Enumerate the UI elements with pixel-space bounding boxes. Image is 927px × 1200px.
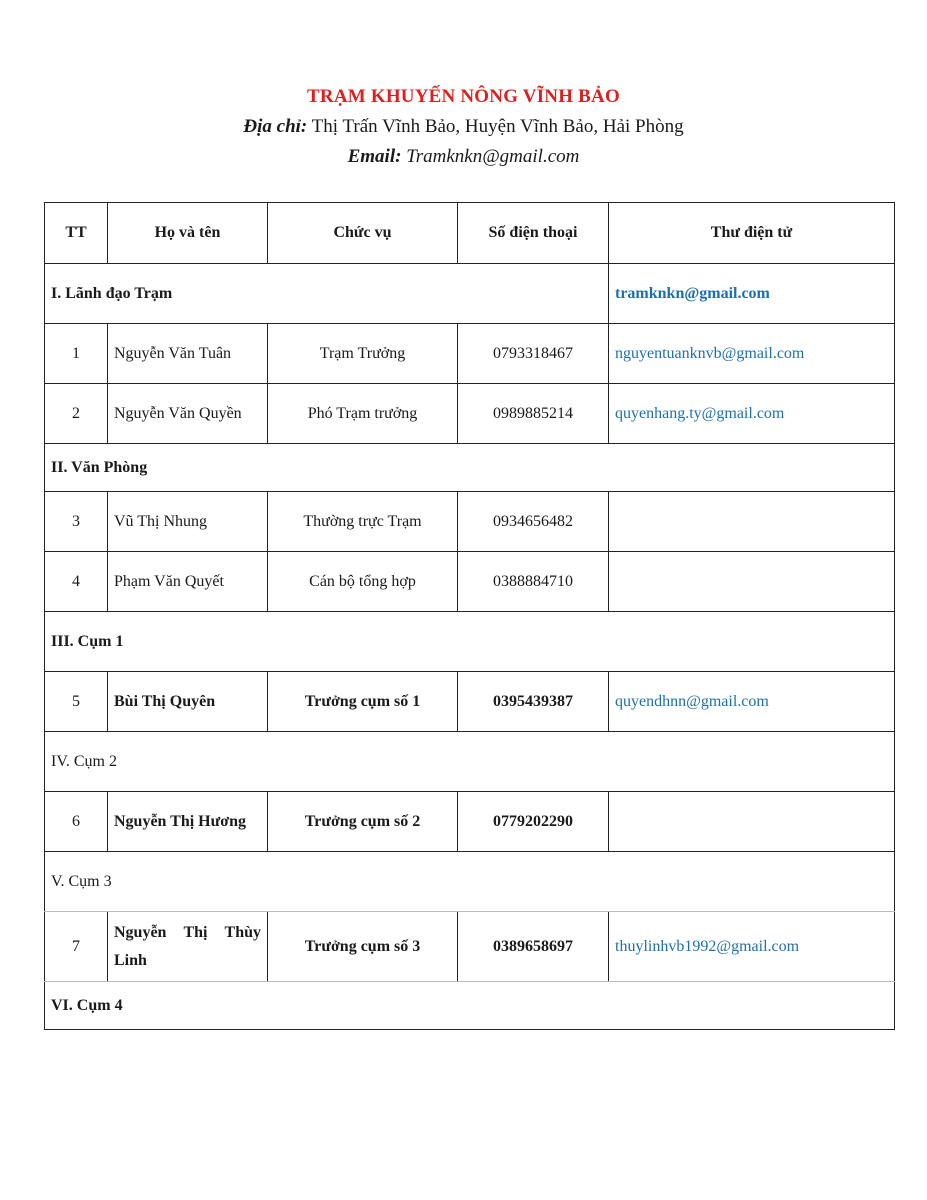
email-line [0, 142, 927, 172]
cell-tt: 6 [45, 792, 108, 852]
email-label: Email: [347, 146, 402, 167]
cell-email-link[interactable]: quyenhang.ty@gmail.com [609, 384, 895, 444]
cell-role: Thường trực Trạm [268, 492, 458, 552]
cell-phone: 0388884710 [458, 552, 609, 612]
cell-name: Vũ Thị Nhung [108, 492, 268, 552]
cell-tt: 2 [45, 384, 108, 444]
col-header-role: Chức vụ [268, 203, 458, 264]
cell-role: Trưởng cụm số 2 [268, 792, 458, 852]
cell-phone: 0779202290 [458, 792, 609, 852]
table-row [45, 552, 895, 612]
table-row [45, 912, 895, 982]
address-value: Thị Trấn Vĩnh Bảo, Huyện Vĩnh Bảo, Hải Phòng [311, 116, 684, 137]
address-label: Địa chỉ: [243, 116, 308, 137]
cell-phone: 0389658697 [458, 912, 609, 982]
cell-email [609, 792, 895, 852]
staff-table [44, 202, 895, 1030]
section-row [45, 982, 895, 1030]
cell-name: Phạm Văn Quyết [108, 552, 268, 612]
section-row [45, 444, 895, 492]
cell-email [609, 552, 895, 612]
table-row [45, 672, 895, 732]
cell-phone: 0793318467 [458, 324, 609, 384]
section-row [45, 264, 895, 324]
table-row [45, 324, 895, 384]
cell-name: Bùi Thị Quyên [108, 672, 268, 732]
cell-tt: 1 [45, 324, 108, 384]
cell-name: Nguyễn Thị Thùy Linh [108, 912, 268, 982]
table-header-row [45, 203, 895, 264]
cell-role: Phó Trạm trưởng [268, 384, 458, 444]
cell-role: Trưởng cụm số 1 [268, 672, 458, 732]
section-title: V. Cụm 3 [45, 852, 895, 912]
cell-email-link[interactable]: thuylinhvb1992@gmail.com [609, 912, 895, 982]
email-value: Tramknkn@gmail.com [406, 146, 580, 167]
cell-role: Cán bộ tổng hợp [268, 552, 458, 612]
section-row [45, 852, 895, 912]
address-line [0, 112, 927, 142]
col-header-email: Thư điện tử [609, 203, 895, 264]
section-title: I. Lãnh đạo Trạm [45, 264, 609, 324]
section-row [45, 732, 895, 792]
table-row [45, 384, 895, 444]
table-row [45, 792, 895, 852]
cell-name: Nguyễn Văn Quyền [108, 384, 268, 444]
section-title: II. Văn Phòng [45, 444, 895, 492]
section-row [45, 612, 895, 672]
section-email-link[interactable]: tramknkn@gmail.com [609, 264, 895, 324]
cell-phone: 0934656482 [458, 492, 609, 552]
cell-email-link[interactable]: quyendhnn@gmail.com [609, 672, 895, 732]
cell-role: Trạm Trưởng [268, 324, 458, 384]
cell-role: Trưởng cụm số 3 [268, 912, 458, 982]
section-title: III. Cụm 1 [45, 612, 895, 672]
col-header-name: Họ và tên [108, 203, 268, 264]
table-row [45, 492, 895, 552]
cell-tt: 5 [45, 672, 108, 732]
col-header-tt: TT [45, 203, 108, 264]
cell-email [609, 492, 895, 552]
cell-tt: 4 [45, 552, 108, 612]
cell-name: Nguyễn Thị Hương [108, 792, 268, 852]
document-header [0, 82, 927, 172]
cell-email-link[interactable]: nguyentuanknvb@gmail.com [609, 324, 895, 384]
section-title: IV. Cụm 2 [45, 732, 895, 792]
cell-phone: 0395439387 [458, 672, 609, 732]
cell-tt: 3 [45, 492, 108, 552]
cell-name: Nguyễn Văn Tuân [108, 324, 268, 384]
section-title: VI. Cụm 4 [45, 982, 895, 1030]
col-header-phone: Số điện thoại [458, 203, 609, 264]
cell-phone: 0989885214 [458, 384, 609, 444]
page-title: TRẠM KHUYẾN NÔNG VĨNH BẢO [307, 86, 620, 107]
cell-tt: 7 [45, 912, 108, 982]
